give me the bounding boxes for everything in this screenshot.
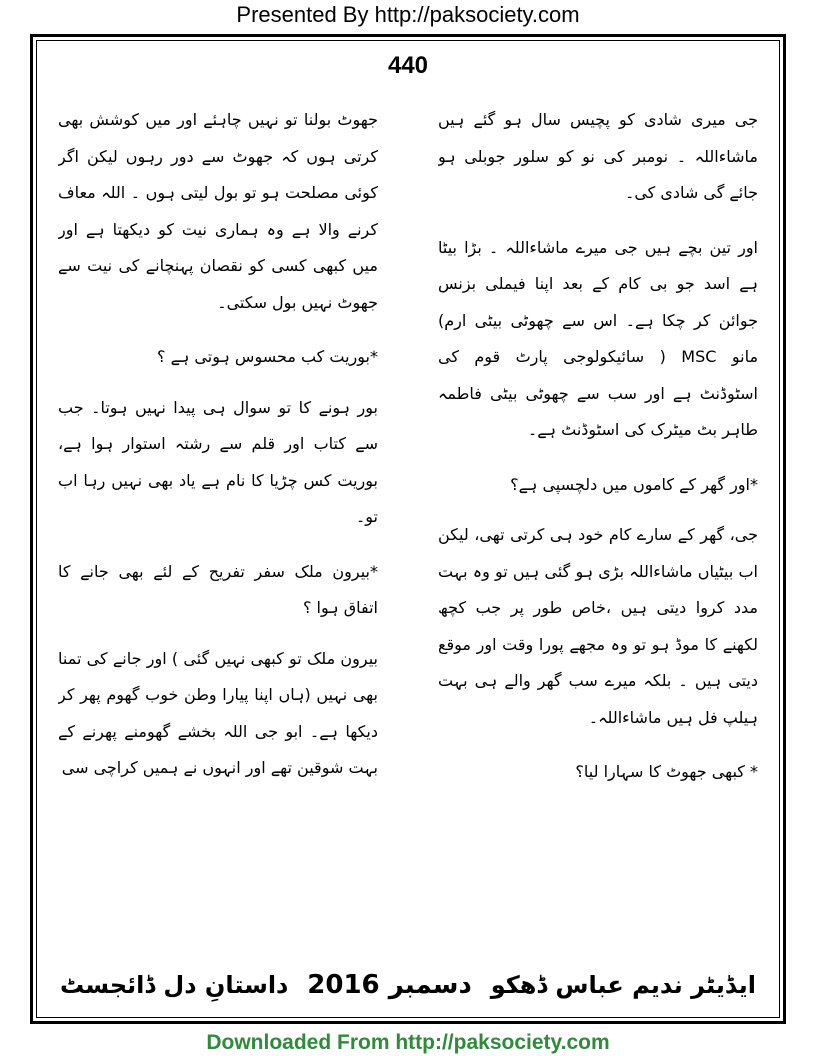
magazine-title: داستانِ دل ڈائجسٹ	[60, 971, 289, 999]
question: *بیرون ملک سفر تفریح کے لئے بھی جانے کا اتفاق ہوا ؟	[58, 561, 378, 617]
downloaded-from-banner: Downloaded From http://paksociety.com	[206, 1031, 610, 1054]
question: * کبھی جھوٹ کا سہارا لیا؟	[575, 762, 758, 781]
paragraph: اور تین بچے ہیں جی میرے ماشاءاللہ ۔ بڑا بیٹا ہے اسد جو بی کام کے بعد اپنا فیملی بزنس جوائن کر چکا ہے۔ اس سے چھوٹی بیٹی ارم) مانو MSC ( سائیکولوجی پارٹ قوم کی اسٹوڈنٹ ہے اور سب سے چھوٹی بیٹی فاطمہ طاہر بٹ میٹرک کی اسٹوڈنٹ ہے۔	[438, 237, 758, 439]
page-number: 440	[387, 52, 429, 79]
editor-credit: ایڈیٹر ندیم عباس ڈھکو	[490, 971, 756, 999]
paragraph: جی، گھر کے سارے کام خود ہی کرتی تھی، لیکن اب بیٹیاں ماشاءاللہ بڑی ہو گئی ہیں تو وہ بہت مدد کروا دیتی ہیں ،خاص طور پر جب کچھ لکھنے کا موڈ ہو تو وہ مجھے پورا وقت اور موقع دیتی ہیں ۔ بلکہ میرے سب گھر والے ہی بہت ہیلپ فل ہیں ماشاءاللہ۔	[438, 525, 758, 727]
paragraph: بیرون ملک تو کبھی نہیں گئی ) اور جانے کی تمنا بھی نہیں (ہاں اپنا پیارا وطن خوب گھوم پھر کر دیکھا ہے۔ ابو جی اللہ بخشے گھومنے پھرنے کے بہت شوقین تھے اور انہوں نے ہمیں کراچی سی	[58, 648, 378, 777]
paragraph: جی میری شادی کو پچیس سال ہو گئے ہیں ماشاءاللہ ۔ نومبر کی نو کو سلور جوبلی ہو جائے گی شادی کی۔	[438, 110, 758, 202]
right-text-column	[438, 102, 758, 947]
presented-by-banner: Presented By http://paksociety.com	[236, 2, 580, 27]
paragraph: بور ہونے کا تو سوال ہی پیدا نہیں ہوتا۔ جب سے کتاب اور قلم سے رشتہ استوار ہوا ہے، بوریت کس چڑیا کا نام ہے یاد بھی نہیں رہا اب تو۔	[58, 397, 378, 526]
left-text-column	[58, 102, 378, 947]
issue-date: دسمبر 2016	[307, 970, 472, 1000]
page-footer	[60, 960, 756, 1010]
question: *اور گھر کے کاموں میں دلچسپی ہے؟	[510, 474, 758, 494]
question: *بوریت کب محسوس ہوتی ہے ؟	[156, 347, 378, 366]
paragraph: جھوٹ بولنا تو نہیں چاہئے اور میں کوشش بھی کرتی ہوں کہ جھوٹ سے دور رہوں لیکن اگر کوئی مصلحت ہو تو بول لیتی ہوں ۔ اللہ معاف کرنے والا ہے وہ ہماری نیت کو دیکھتا ہے اور میں کبھی کسی کو نقصان پہنچانے کی نیت سے جھوٹ نہیں بول سکتی۔	[58, 110, 378, 312]
